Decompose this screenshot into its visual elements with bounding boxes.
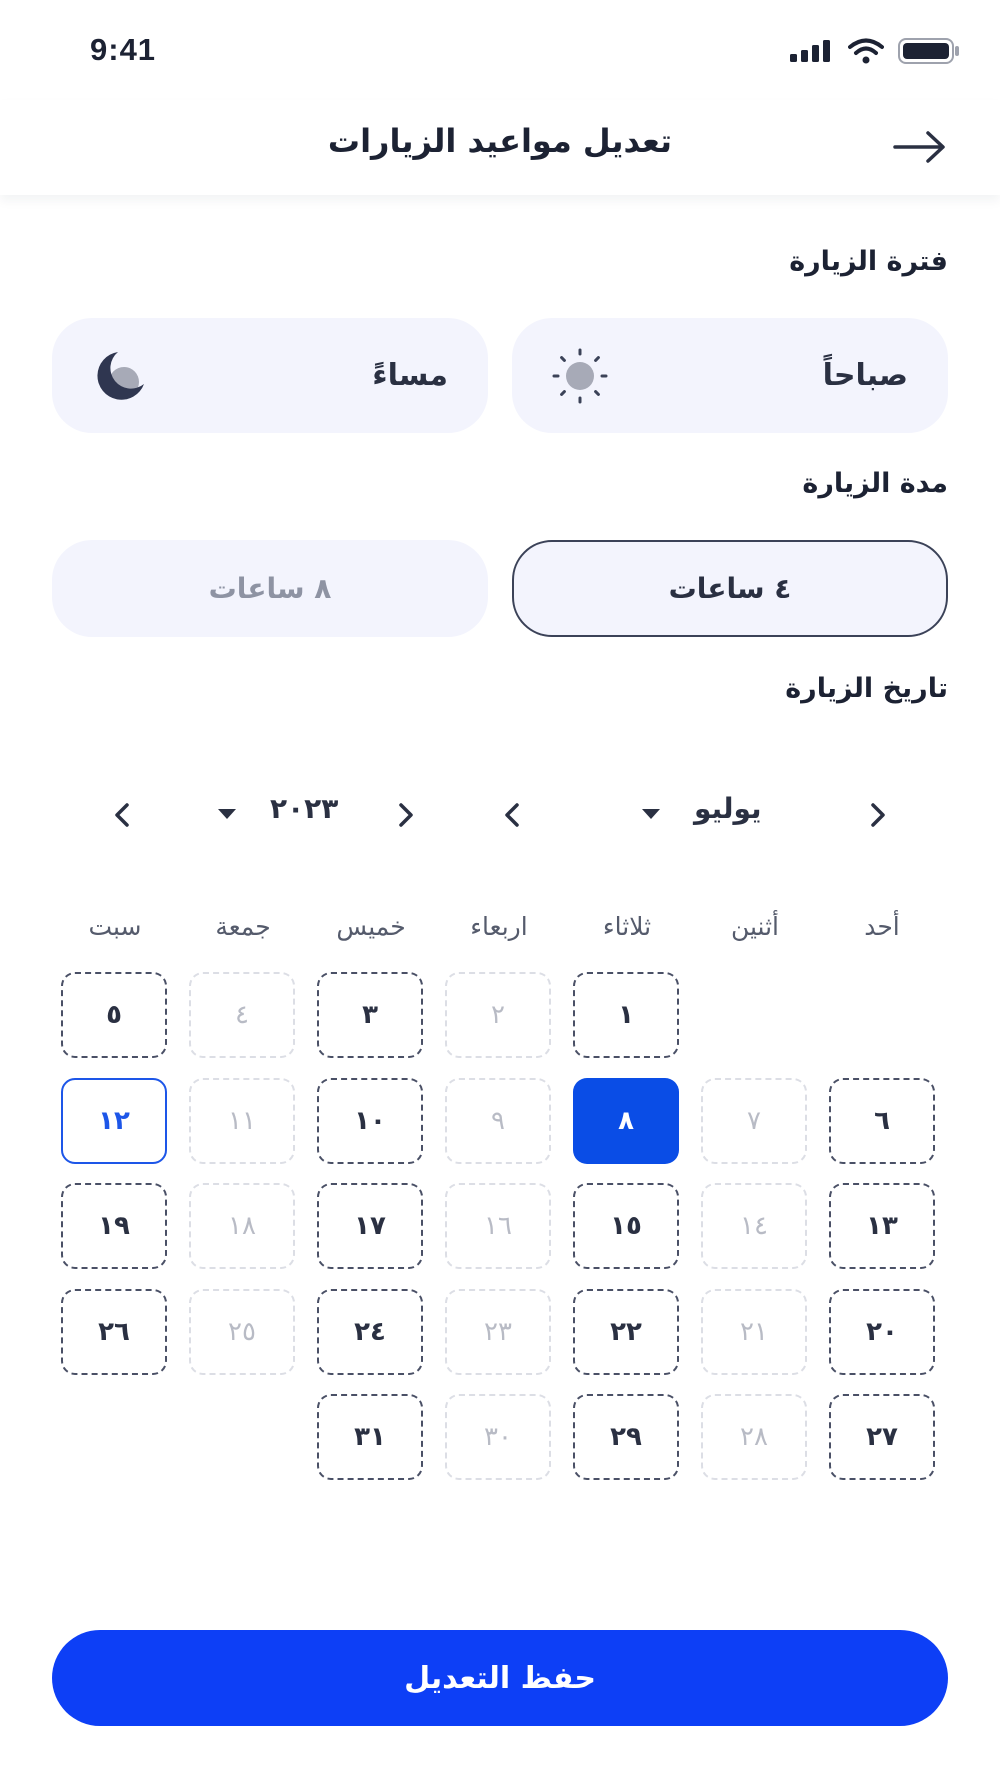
calendar-day[interactable]: ٥ [61,972,167,1058]
weekday-label: جمعة [215,912,271,941]
duration-4h-option[interactable] [512,540,948,637]
calendar-day[interactable]: ٢٨ [701,1394,807,1480]
calendar-day[interactable]: ١٣ [829,1183,935,1269]
page-title: تعديل مواعيد الزيارات [327,122,673,160]
duration-8h-option[interactable] [52,540,488,637]
weekday-label: أثنين [730,912,780,941]
app-header [0,100,1000,195]
calendar-day[interactable]: ٢٤ [317,1289,423,1375]
calendar-day[interactable]: ١٠ [317,1078,423,1164]
year-next-chevron-icon[interactable] [390,800,420,830]
calendar-day[interactable]: ٢٠ [829,1289,935,1375]
weekday-header [60,912,940,952]
duration-8h-label: ٨ ساعات [208,572,332,605]
calendar-day[interactable]: ٢٥ [189,1289,295,1375]
back-button[interactable] [890,122,950,172]
calendar-day[interactable]: ١٨ [189,1183,295,1269]
calendar-day[interactable]: ٢٢ [573,1289,679,1375]
wifi-icon [848,38,884,68]
save-button[interactable]: حفظ التعديل [52,1630,948,1726]
calendar-day[interactable]: ٦ [829,1078,935,1164]
duration-4h-label: ٤ ساعات [668,572,792,605]
calendar-day[interactable]: ٢١ [701,1289,807,1375]
date-label: تاريخ الزيارة [785,673,948,704]
calendar-day[interactable]: ١٩ [61,1183,167,1269]
calendar-day[interactable]: ٢٧ [829,1394,935,1480]
calendar-day[interactable]: ١٤ [701,1183,807,1269]
calendar-day[interactable]: ٤ [189,972,295,1058]
year-picker[interactable]: ٢٠٢٣ [270,792,339,825]
month-dropdown-caret-icon[interactable] [642,809,660,819]
calendar-day[interactable]: ١ [573,972,679,1058]
period-label: فترة الزيارة [789,246,948,277]
calendar-day[interactable]: ٢٦ [61,1289,167,1375]
calendar-day[interactable]: ٩ [445,1078,551,1164]
weekday-label: أحد [864,912,900,941]
morning-label: صباحاً [822,358,908,393]
month-next-chevron-icon[interactable] [862,800,892,830]
calendar-day[interactable]: ٧ [701,1078,807,1164]
status-time: 9:41 [90,32,157,67]
calendar-day[interactable]: ٣١ [317,1394,423,1480]
battery-icon [898,38,960,68]
evening-option[interactable] [52,318,488,433]
weekday-label: ثلاثاء [602,912,652,941]
calendar-day[interactable]: ٣ [317,972,423,1058]
weekday-label: سبت [88,912,142,941]
calendar-day[interactable]: ١١ [189,1078,295,1164]
year-dropdown-caret-icon[interactable] [218,809,236,819]
calendar-day[interactable]: ١٢ [61,1078,167,1164]
morning-option[interactable] [512,318,948,433]
calendar-day[interactable]: ١٦ [445,1183,551,1269]
status-icons [790,38,960,68]
year-prev-chevron-icon[interactable] [108,800,138,830]
month-picker[interactable]: يوليو [694,792,762,825]
calendar-day[interactable]: ٨ [573,1078,679,1164]
signal-icon [790,40,834,66]
calendar-day[interactable]: ١٥ [573,1183,679,1269]
calendar-day[interactable]: ٢ [445,972,551,1058]
calendar-day[interactable]: ٢٣ [445,1289,551,1375]
month-prev-chevron-icon[interactable] [498,800,528,830]
arrow-right-icon [892,130,948,164]
duration-label: مدة الزيارة [802,468,948,499]
status-bar [0,0,1000,100]
calendar-controls [90,790,910,840]
calendar-day[interactable]: ١٧ [317,1183,423,1269]
sun-icon [550,346,610,410]
calendar-day[interactable]: ٣٠ [445,1394,551,1480]
calendar-day[interactable]: ٢٩ [573,1394,679,1480]
evening-label: مساءً [372,358,448,393]
moon-icon [90,346,150,410]
weekday-label: اربعاء [470,912,528,941]
weekday-label: خميس [336,912,406,941]
